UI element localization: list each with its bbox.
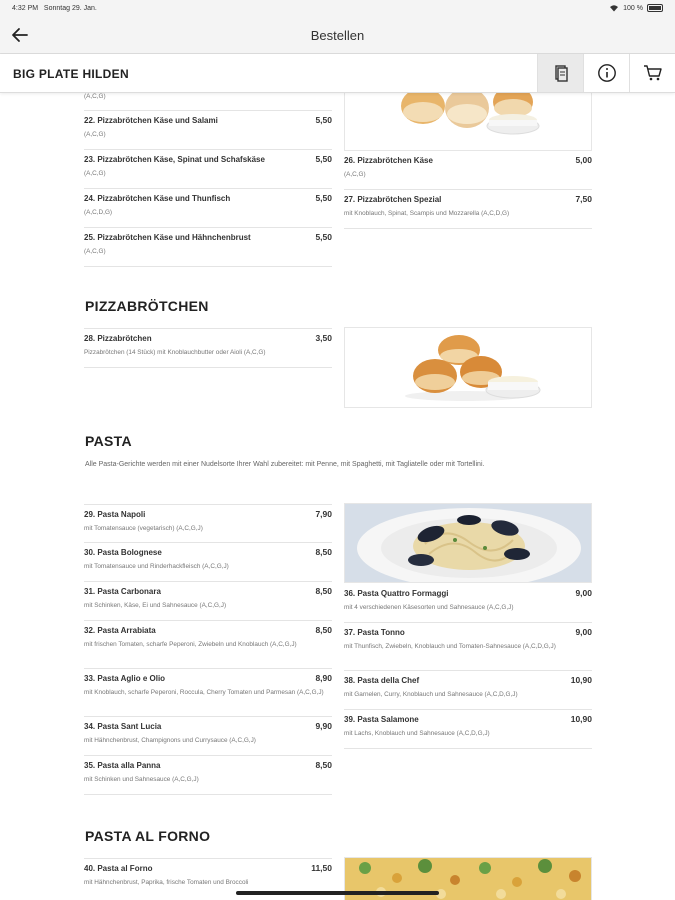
item-desc: mit Thunfisch, Zwiebeln, Knoblauch und Tomaten-Sahnesauce (A,C,D,G,J) <box>344 643 556 650</box>
pizza-rolls-image <box>344 93 592 151</box>
status-time: 4:32 PM <box>12 5 39 12</box>
item-price: 8,50 <box>315 547 332 557</box>
menu-item[interactable] <box>84 717 332 756</box>
menu-item[interactable] <box>344 584 592 623</box>
section-title-pasta-al-forno: PASTA AL FORNO <box>85 828 211 844</box>
menu-item[interactable] <box>84 150 332 189</box>
item-price: 5,00 <box>575 155 592 165</box>
item-name: 30. Pasta Bolognese <box>84 548 162 557</box>
info-icon <box>597 63 617 83</box>
menu-book-icon <box>552 64 570 82</box>
item-price: 9,90 <box>315 721 332 731</box>
item-desc: (A,C,G) <box>84 170 106 177</box>
info-button[interactable] <box>583 54 629 92</box>
item-name: 40. Pasta al Forno <box>84 864 153 873</box>
item-desc: (A,C,G) <box>344 171 366 178</box>
menu-item[interactable] <box>84 504 332 543</box>
item-desc: (A,C,G) <box>84 248 106 255</box>
menu-item[interactable] <box>84 669 332 717</box>
item-desc: mit Hähnchenbrust, Paprika, frische Tomaten und Broccoli <box>84 879 249 886</box>
item-price: 5,50 <box>315 193 332 203</box>
item-name: 37. Pasta Tonno <box>344 628 405 637</box>
pizzabroetchen-illustration <box>345 328 592 408</box>
item-desc: mit Hähnchenbrust, Champignons und Currysauce (A,C,G,J) <box>84 737 256 744</box>
section-title-pizzabroetchen: PIZZABRÖTCHEN <box>85 298 209 314</box>
item-name: 38. Pasta della Chef <box>344 676 420 685</box>
item-price: 10,90 <box>570 675 592 685</box>
menu-card-button[interactable] <box>537 54 583 92</box>
item-price: 10,90 <box>570 714 592 724</box>
page-title: Bestellen <box>310 28 365 43</box>
item-name: 27. Pizzabrötchen Spezial <box>344 195 442 204</box>
item-price: 7,90 <box>315 509 332 519</box>
pasta-image <box>344 503 592 583</box>
nav-bar <box>0 18 675 54</box>
item-desc: mit Garnelen, Curry, Knoblauch und Sahnesauce (A,C,D,G,J) <box>344 691 518 698</box>
menu-item[interactable] <box>344 623 592 671</box>
section-desc-pasta: Alle Pasta-Gerichte werden mit einer Nudelsorte Ihrer Wahl zubereitet: mit Penne, mit Spaghetti, mit Tagliatelle oder mit Tortellini. <box>85 461 485 468</box>
pizzabroetchen-image <box>344 327 592 408</box>
item-name: 23. Pizzabrötchen Käse, Spinat und Schafskäse <box>84 155 265 164</box>
item-price: 5,50 <box>315 154 332 164</box>
item-name: 31. Pasta Carbonara <box>84 587 161 596</box>
item-price: 8,90 <box>315 673 332 683</box>
menu-item[interactable] <box>84 228 332 267</box>
item-desc: mit frischen Tomaten, scharfe Peperoni, Zwiebeln und Knoblauch (A,C,G,J) <box>84 641 297 648</box>
battery-icon <box>647 4 663 12</box>
menu-item[interactable] <box>84 582 332 621</box>
item-price: 3,50 <box>315 333 332 343</box>
item-name: 36. Pasta Quattro Formaggi <box>344 589 449 598</box>
item-desc: mit Knoblauch, scharfe Peperoni, Roccula, Cherry Tomaten und Parmesan (A,C,G,J) <box>84 689 324 696</box>
item-price: 8,50 <box>315 625 332 635</box>
item-price: 5,50 <box>315 115 332 125</box>
item-name: 26. Pizzabrötchen Käse <box>344 156 433 165</box>
item-desc: mit Schinken und Sahnesauce (A,C,G,J) <box>84 776 199 783</box>
menu-item[interactable] <box>84 621 332 669</box>
item-desc: (A,C,D,G) <box>84 209 113 216</box>
item-desc: mit Tomatensauce (vegetarisch) (A,C,G,J) <box>84 525 203 532</box>
status-bar <box>0 0 675 18</box>
menu-item-partial[interactable] <box>84 93 332 111</box>
item-name: 25. Pizzabrötchen Käse und Hähnchenbrust <box>84 233 251 242</box>
item-price: 5,50 <box>315 232 332 242</box>
home-indicator[interactable] <box>236 891 439 895</box>
item-desc: mit Schinken, Käse, Ei und Sahnesauce (A,C,G,J) <box>84 602 227 609</box>
item-name: 24. Pizzabrötchen Käse und Thunfisch <box>84 194 231 203</box>
status-right <box>609 4 663 12</box>
item-desc: mit Tomatensauce und Rinderhackfleisch (A,C,G,J) <box>84 563 229 570</box>
item-desc: mit Lachs, Knoblauch und Sahnesauce (A,C,D,G,J) <box>344 730 490 737</box>
menu-item[interactable] <box>84 543 332 582</box>
item-name: 28. Pizzabrötchen <box>84 334 152 343</box>
pizza-rolls-illustration <box>345 93 592 151</box>
item-desc: mit Knoblauch, Spinat, Scampis und Mozzarella (A,C,D,G) <box>344 210 510 217</box>
cart-icon <box>643 64 663 82</box>
item-desc: mit 4 verschiedenen Käsesorten und Sahnesauce (A,C,G,J) <box>344 604 514 611</box>
menu-item[interactable] <box>84 756 332 795</box>
restaurant-bar <box>0 54 675 93</box>
restaurant-name: BIG PLATE HILDEN <box>13 67 129 81</box>
item-name: 33. Pasta Aglio e Olio <box>84 674 166 683</box>
item-desc: (A,C,G) <box>84 131 106 138</box>
pasta-mussels-illustration <box>345 504 592 583</box>
item-name: 32. Pasta Arrabiata <box>84 626 156 635</box>
item-name: 29. Pasta Napoli <box>84 510 146 519</box>
battery-percent: 100 % <box>623 4 643 12</box>
item-name: 35. Pasta alla Panna <box>84 761 161 770</box>
item-name: 22. Pizzabrötchen Käse und Salami <box>84 116 218 125</box>
item-price: 9,00 <box>575 627 592 637</box>
menu-content[interactable] <box>0 93 675 900</box>
item-name: 34. Pasta Sant Lucia <box>84 722 162 731</box>
item-price: 8,50 <box>315 760 332 770</box>
item-desc: Pizzabrötchen (14 Stück) mit Knoblauchbutter oder Aioli (A,C,G) <box>84 349 266 356</box>
menu-item[interactable] <box>344 671 592 710</box>
menu-item[interactable] <box>344 710 592 749</box>
item-price: 7,50 <box>575 194 592 204</box>
menu-item[interactable] <box>344 190 592 229</box>
status-time-date <box>12 5 97 12</box>
status-date: Sonntag 29. Jan. <box>43 5 97 12</box>
menu-item[interactable] <box>84 328 332 368</box>
section-title-pasta: PASTA <box>85 433 132 449</box>
menu-item[interactable] <box>344 151 592 190</box>
item-desc: (A,C,G) <box>84 93 106 100</box>
item-name: 39. Pasta Salamone <box>344 715 419 724</box>
cart-button[interactable] <box>629 54 675 92</box>
menu-item[interactable] <box>84 111 332 150</box>
menu-item[interactable] <box>84 189 332 228</box>
item-price: 8,50 <box>315 586 332 596</box>
item-price: 11,50 <box>311 863 332 873</box>
item-price: 9,00 <box>575 588 592 598</box>
wifi-icon <box>609 4 619 12</box>
